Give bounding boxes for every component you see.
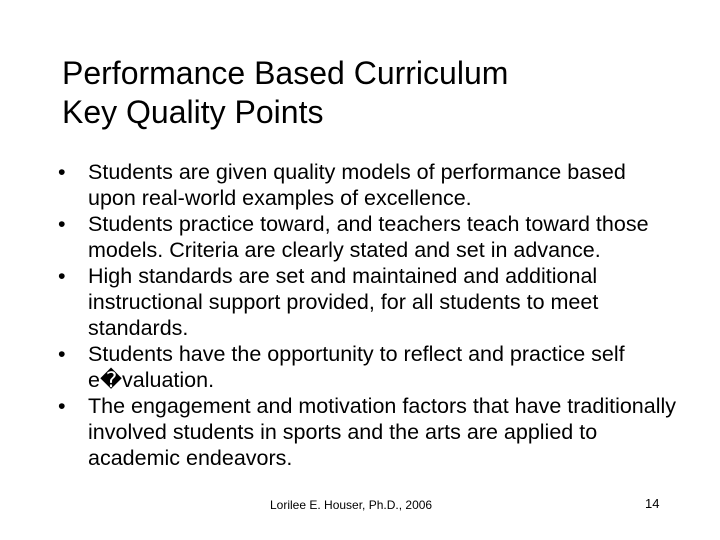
bullet-text: The engagement and motivation factors that have traditionally involved students in sports and the arts are applied to academic endeavors.	[88, 394, 677, 470]
bullet-item	[58, 263, 678, 341]
slide-title-line-2: Key Quality Points	[62, 94, 324, 130]
bullet-icon: •	[58, 212, 66, 236]
bullet-text: Students have the opportunity to reflect and practice self e�valuation.	[88, 342, 625, 392]
slide-footer: Lorilee E. Houser, Ph.D., 2006	[270, 498, 433, 512]
bullet-item	[58, 341, 678, 393]
bullet-icon: •	[58, 264, 66, 288]
bullet-item	[58, 159, 678, 211]
bullet-list	[58, 159, 678, 471]
bullet-item	[58, 393, 678, 471]
bullet-text: Students are given quality models of performance based upon real-world examples of excellence.	[88, 160, 626, 210]
slide-title-line-1: Performance Based Curriculum	[62, 55, 509, 91]
bullet-icon: •	[58, 160, 66, 184]
bullet-text: High standards are set and maintained and additional instructional support provided, for all students to meet standards.	[88, 264, 599, 340]
slide-title	[62, 54, 682, 132]
bullet-item	[58, 211, 678, 263]
bullet-icon: •	[58, 342, 66, 366]
bullet-icon: •	[58, 394, 66, 418]
bullet-text: Students practice toward, and teachers teach toward those models. Criteria are clearly stated and set in advance.	[88, 212, 649, 262]
slide-number: 14	[645, 496, 660, 511]
